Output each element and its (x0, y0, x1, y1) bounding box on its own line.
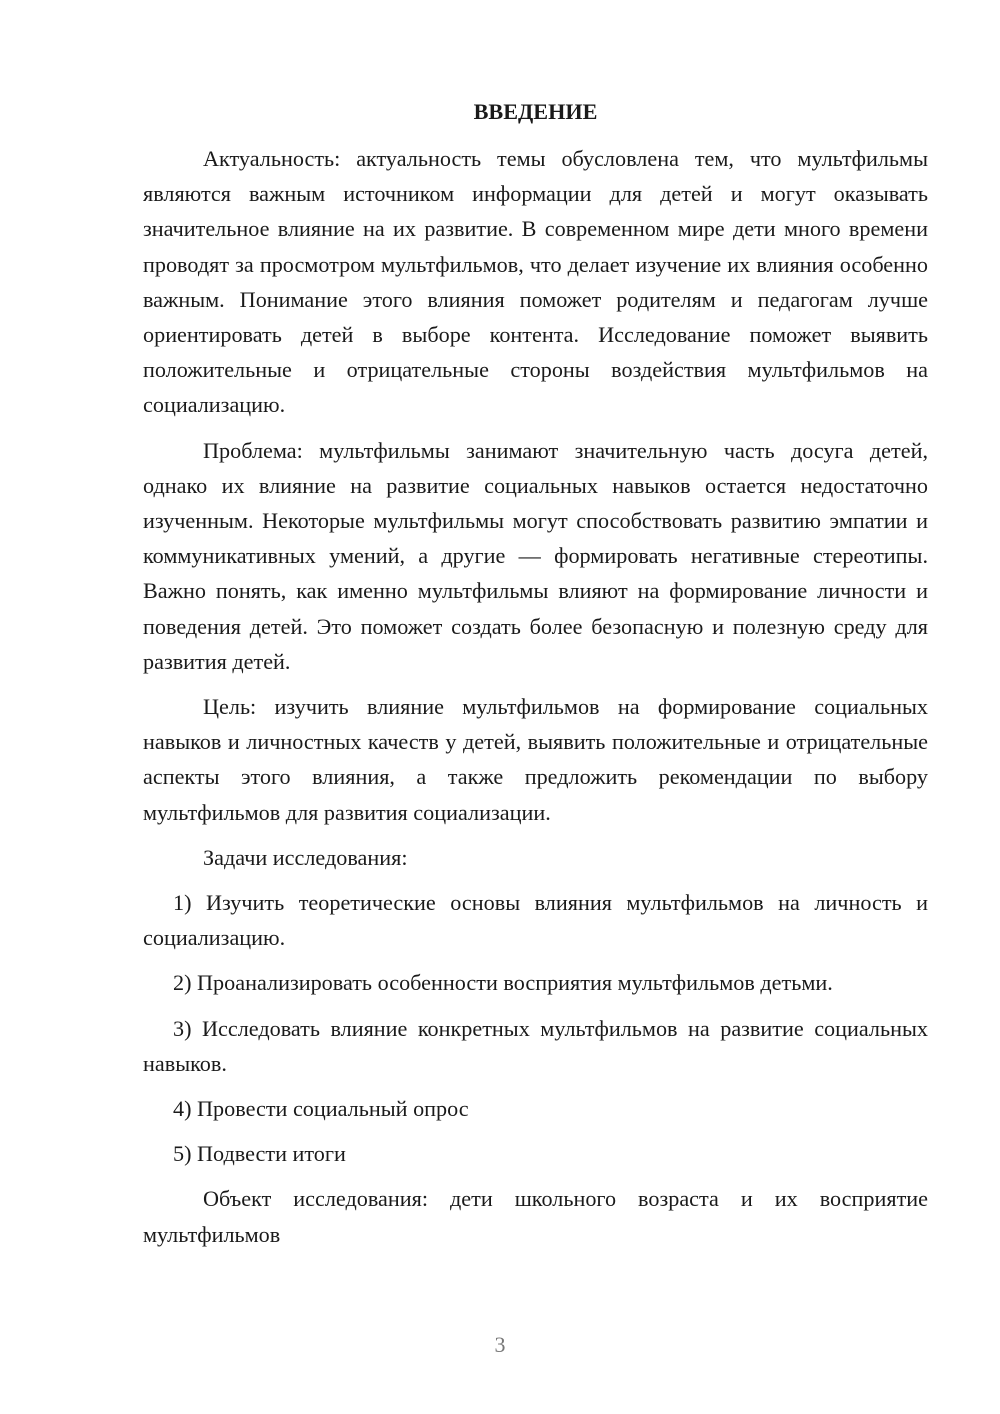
paragraph-object: Объект исследования: дети школьного возраста и их восприятие мультфильмов (143, 1186, 928, 1247)
task-item-1: 1) Изучить теоретические основы влияния мультфильмов на личность и социализацию. (143, 890, 928, 951)
paragraph-relevance: Актуальность: актуальность темы обусловлена тем, что мультфильмы являются важным источником информации для детей и могут оказывать значительное влияние на их развитие. В современном мире дети много времени проводят за просмотром мультфильмов, что делает изучение их влияния особенно важным. Понимание этого влияния поможет родителям и педагогам лучше ориентировать детей в выборе контента. Исследование поможет выявить положительные и отрицательные стороны воздействия мультфильмов на социализацию. (143, 146, 928, 418)
paragraph-goal: Цель: изучить влияние мультфильмов на формирование социальных навыков и личностных качеств у детей, выявить положительные и отрицательные аспекты этого влияния, а также предложить рекомендации по выбору мультфильмов для развития социализации. (143, 694, 928, 825)
task-item-2: 2) Проанализировать особенности восприятия мультфильмов детьми. (173, 970, 833, 996)
task-item-4: 4) Провести социальный опрос (173, 1096, 469, 1122)
tasks-title: Задачи исследования: (203, 844, 408, 870)
task-item-5: 5) Подвести итоги (173, 1141, 346, 1167)
paragraph-problem: Проблема: мультфильмы занимают значительную часть досуга детей, однако их влияние на развитие социальных навыков остается недостаточно изученным. Некоторые мультфильмы могут способствовать развитию эмпатии и коммуникативных умений, а другие — формировать негативные стереотипы. Важно понять, как именно мультфильмы влияют на формирование личности и поведения детей. Это поможет создать более безопасную и полезную среду для развития детей. (143, 437, 928, 674)
page-number: 3 (494, 1332, 506, 1357)
task-item-3: 3) Исследовать влияние конкретных мультфильмов на развитие социальных навыков. (143, 1015, 928, 1076)
section-heading: ВВЕДЕНИЕ (473, 99, 598, 124)
page-content (143, 94, 928, 1262)
